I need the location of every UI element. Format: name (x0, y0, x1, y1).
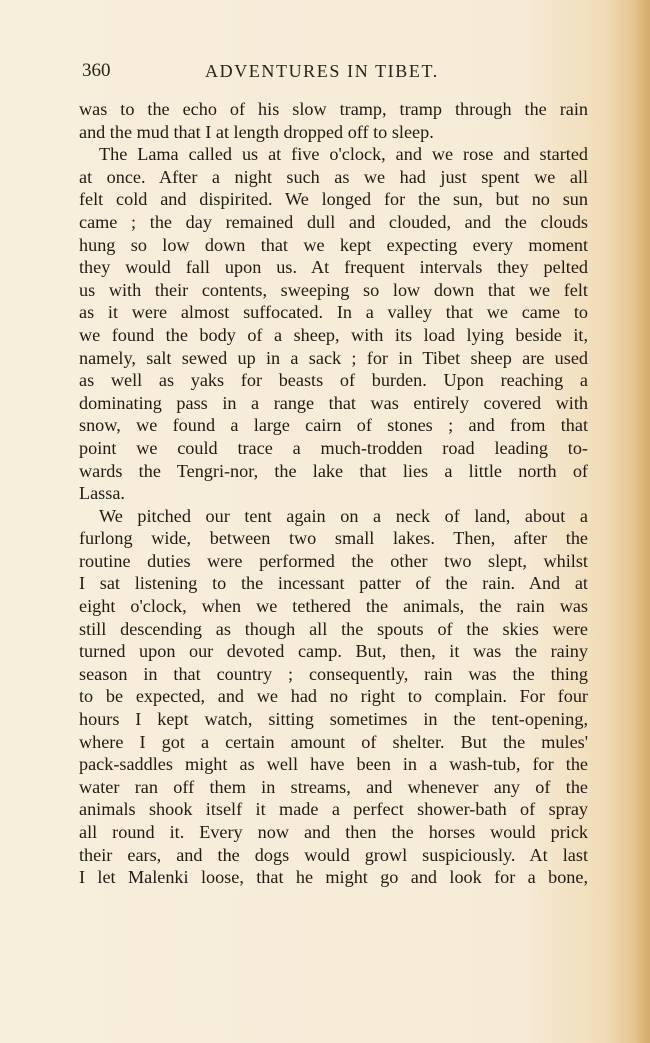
text-line: their ears, and the dogs would growl suspiciously. At last (79, 844, 588, 865)
text-line: furlong wide, between two small lakes. Then, after the (79, 528, 588, 549)
page-number: 360 (82, 60, 111, 81)
text-line: point we could trace a much-trodden road leading to- (79, 437, 588, 458)
text-line: at once. After a night such as we had just spent we all (79, 166, 588, 187)
text-line: water ran off them in streams, and whenever any of the (79, 776, 588, 797)
text-line: hung so low down that we kept expecting every moment (79, 234, 588, 255)
text-line: where I got a certain amount of shelter. But the mules' (79, 731, 588, 752)
text-line: Lassa. (79, 483, 125, 504)
text-line: felt cold and dispirited. We longed for the sun, but no sun (79, 189, 588, 210)
running-head: ADVENTURES IN TIBET. (205, 61, 439, 81)
text-line: We pitched our tent again on a neck of land, about a (99, 505, 588, 526)
text-line: I let Malenki loose, that he might go and look for a bone, (79, 867, 588, 888)
text-line: namely, salt sewed up in a sack ; for in Tibet sheep are used (79, 347, 588, 368)
text-line: as it were almost suffocated. In a valley that we came to (79, 302, 588, 323)
text-line: we found the body of a sheep, with its load lying beside it, (79, 324, 588, 345)
text-line: as well as yaks for beasts of burden. Upon reaching a (79, 370, 588, 391)
text-line: eight o'clock, when we tethered the animals, the rain was (79, 596, 588, 617)
text-line: dominating pass in a range that was entirely covered with (79, 392, 588, 413)
text-line: came ; the day remained dull and clouded, and the clouds (79, 211, 588, 232)
text-line: us with their contents, sweeping so low down that we felt (79, 279, 588, 300)
body-text (79, 98, 588, 889)
page-edge-shadow (636, 0, 650, 1043)
text-line: they would fall upon us. At frequent intervals they pelted (79, 257, 588, 278)
text-line: routine duties were performed the other two slept, whilst (79, 550, 588, 571)
text-line: was to the echo of his slow tramp, tramp through the rain (79, 99, 588, 119)
text-line: wards the Tengri-nor, the lake that lies a little north of (79, 460, 588, 481)
text-line: to be expected, and we had no right to complain. For four (79, 686, 588, 707)
text-line: and the mud that I at length dropped off to sleep. (79, 121, 434, 142)
text-line: still descending as though all the spouts of the skies were (79, 618, 588, 639)
text-line: The Lama called us at five o'clock, and we rose and started (99, 144, 588, 165)
page-header (82, 60, 590, 90)
text-line: hours I kept watch, sitting sometimes in the tent-opening, (79, 709, 588, 730)
text-line: turned upon our devoted camp. But, then, it was the rainy (79, 641, 588, 662)
text-line: animals shook itself it made a perfect shower-bath of spray (79, 799, 588, 820)
text-line: all round it. Every now and then the horses would prick (79, 822, 588, 842)
text-line: I sat listening to the incessant patter of the rain. And at (79, 573, 588, 594)
text-line: pack-saddles might as well have been in a wash-tub, for the (79, 754, 588, 775)
text-line: season in that country ; consequently, rain was the thing (79, 663, 588, 684)
text-line: snow, we found a large cairn of stones ; and from that (79, 415, 588, 436)
